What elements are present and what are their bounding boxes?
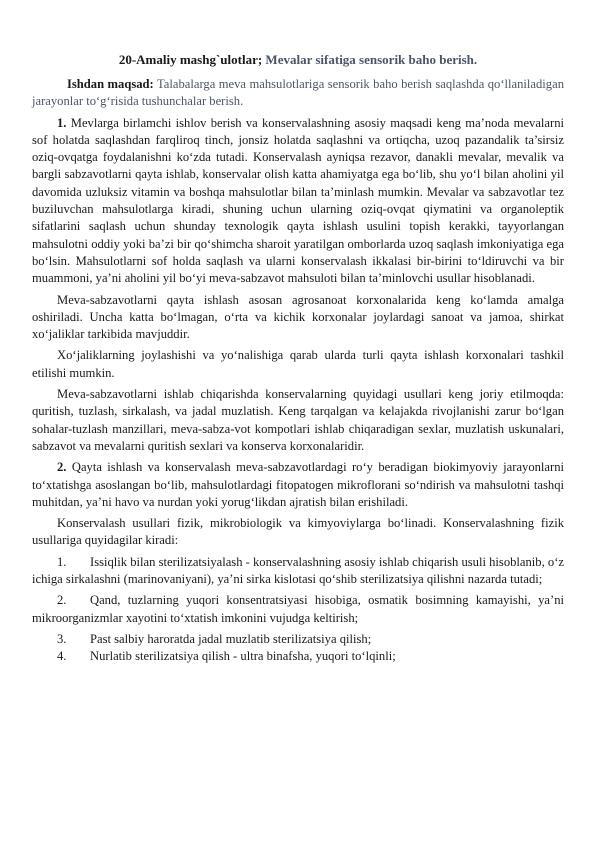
paragraph-3-text: Xo‘jaliklarning joylashishi va yo‘nalishiga qarab ularda turli qayta ishlash korxonalari tashkil etilishi mumkin. bbox=[32, 348, 564, 380]
paragraph-3 bbox=[32, 347, 564, 382]
paragraph-5 bbox=[32, 459, 564, 511]
document-body bbox=[32, 76, 564, 666]
list-item-text: Nurlatib sterilizatsiya qilish - ultra binafsha, yuqori to‘lqinli; bbox=[90, 649, 396, 664]
title-subject: Mevalar sifatiga sensorik baho berish. bbox=[262, 52, 478, 67]
list-item-number: 3. bbox=[57, 631, 67, 646]
title-main: 20-Amaliy mashg`ulotlar; bbox=[118, 52, 263, 67]
list-item-text: Past salbiy haroratda jadal muzlatib sterilizatsiya qilish; bbox=[90, 631, 372, 646]
paragraph-2-text: Meva-sabzavotlarni qayta ishlash asosan agrosanoat korxonalarida keng ko‘lamda amalga oshiriladi. Uncha katta bo‘lmagan, o‘rta va kichik korxonalar joylardagi sanoat va jamoa, shirkat xo‘jaliklar tarkibida mavjuddir. bbox=[32, 292, 564, 342]
goal-text: Talabalarga meva mahsulotlariga sensorik baho berish saqlashda qo‘llaniladigan jarayonlar to‘g‘risida tushunchalar berish. bbox=[32, 77, 564, 109]
paragraph-1 bbox=[32, 115, 564, 288]
paragraph-2 bbox=[32, 292, 564, 344]
list-item-text: Issiqlik bilan sterilizatsiyalash - konservalashning asosiy ishlab chiqarish usuli hisoblanib, o‘z ichiga sirkalashni (marinovaniyani), ya’ni sirka kislotasi qo‘shib sterilizatsiya qilishni nazarda tutadi; bbox=[32, 554, 564, 587]
list-item bbox=[32, 631, 564, 648]
section-number-2: 2. bbox=[57, 460, 67, 475]
section-number-1: 1. bbox=[57, 115, 67, 130]
goal-paragraph bbox=[32, 76, 564, 111]
page-title bbox=[40, 51, 556, 68]
list-item bbox=[32, 592, 564, 627]
goal-label: Ishdan maqsad: bbox=[67, 77, 154, 91]
list-item-number: 4. bbox=[57, 649, 67, 664]
paragraph-5-text: Qayta ishlash va konservalash meva-sabzavotlardagi ro‘y beradigan biokimyoviy jarayonlarni to‘xtatishga asoslangan bo‘lib, mahsulotlardagi fitopatogen mikroflorani so‘ndirish va mahsulotni tashqi muhitdan, ya’ni havo va nurdan yoki yorug‘likdan ajratish bilan erishiladi. bbox=[32, 460, 564, 509]
paragraph-6 bbox=[32, 515, 564, 550]
list-item bbox=[32, 648, 564, 665]
list-item bbox=[32, 554, 564, 589]
paragraph-6-text: Konservalash usullari fizik, mikrobiologik va kimyoviylarga bo‘linadi. Konservalashning fizik usullariga quyidagilar kiradi: bbox=[32, 516, 564, 548]
list-item-text: Qand, tuzlarning yuqori konsentratsiyasi hisobiga, osmatik bosimning kamayishi, ya’ni mikroorganizmlar xayotini to‘xtatish imkonini vujudga keltirish; bbox=[32, 593, 564, 625]
paragraph-1-text: Mevlarga birlamchi ishlov berish va konservalashning asosiy maqsadi keng ma’noda mevalarni sof holatda saqlashdan farqliroq tinch, jonsiz holatda saqlashni va ortiqcha, uzoq pazandalik ta’sirsiz oziq-ovqatga foydalanishni ko‘zda tutadi. Konservalash ayniqsa rezavor, danakli mevalar, mevalik va bargli sabzavotlarni qayta ishlab, konservalar olish katta ahamiyatga ega bo‘lib, shu yo‘l bilan aholini yil davomida uzluksiz vitamin va boshqa mahsulotlar bilan ta’minlash mumkin. Mevalar va sabzavotlar tez buziluvchan mahsulotlarga kiradi, shuning uchun ularning oziq-ovqat qiymatini va organoleptik sifatlarini saqlash uchun shunday texnologik qayta ishlash usulini topish kerakki, tayyorlangan mahsulotni oddiy yoki ba’zi bir qo‘shimcha sharoit yaratilgan omborlarda uzoq saqlash imkoniyatiga ega bo‘lsin. Mahsulotlarni sof holda saqlash va ularni konservalash ikkalasi bir-birini to‘ldiruvchi va bir muammoni, ya’ni aholini yil bo‘yi meva-sabzavot mahsuloti bilan ta’minlovchi usullar hisoblanadi. bbox=[32, 115, 564, 286]
list-item-number: 1. bbox=[57, 554, 67, 569]
paragraph-4 bbox=[32, 386, 564, 455]
list-item-number: 2. bbox=[57, 593, 67, 608]
paragraph-4-text: Meva-sabzavotlarni ishlab chiqarishda konservalarning quyidagi usullari keng joriy etilmoqda: quritish, tuzlash, sirkalash, va jadal muzlatish. Keng tarqalgan va kelajakda rivojlanishi zarur bo‘lgan sohalar-tuzlash manzillari, meva-sabza-vot kompotlari ishlab chiqaradigan sexlar, muzlatish uskunalari, sabzavot va mevalarni quritish sexlari va konserva korxonalaridir. bbox=[32, 387, 564, 453]
